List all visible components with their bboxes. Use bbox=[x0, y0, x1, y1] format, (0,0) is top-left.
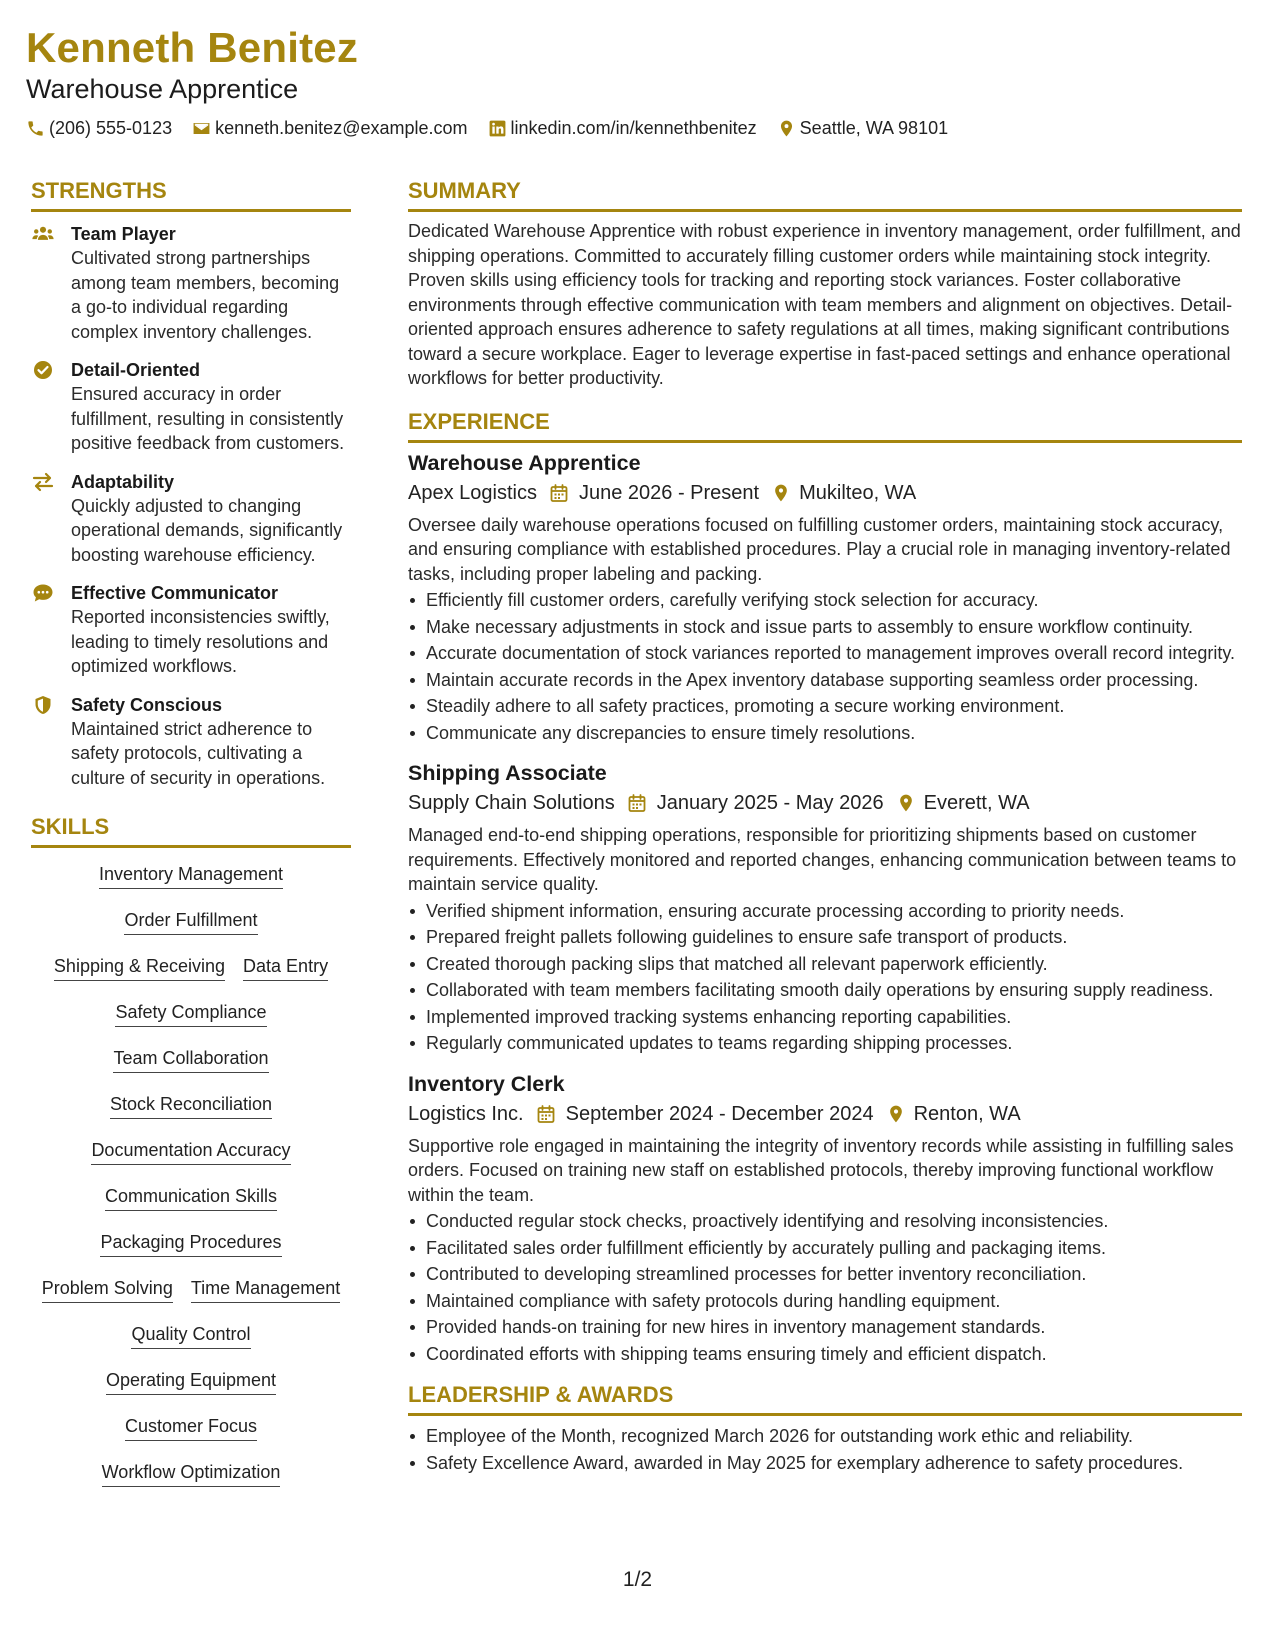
candidate-title: Warehouse Apprentice bbox=[26, 74, 299, 104]
job-description: Supportive role engaged in maintaining the integrity of inventory records while assisting in fulfilling sales orders. Focused on training new staff on established protocols, thereby improving functional workflow within the team. bbox=[408, 1135, 1234, 1205]
job-meta bbox=[408, 789, 1242, 817]
job-meta bbox=[408, 1100, 1242, 1128]
list-item: Safety Excellence Award, awarded in May 2025 for exemplary adherence to safety procedures. bbox=[408, 1451, 1242, 1476]
envelope-icon bbox=[192, 119, 211, 138]
skill-tag: Time Management bbox=[191, 1276, 340, 1303]
map-pin-icon bbox=[777, 119, 796, 138]
swap-arrows-icon bbox=[32, 472, 54, 492]
skill-tag: Data Entry bbox=[243, 954, 328, 981]
section-divider bbox=[408, 1413, 1242, 1416]
strength-desc: Maintained strict adherence to safety protocols, cultivating a culture of security in operations. bbox=[71, 718, 326, 788]
job-entry bbox=[408, 759, 1242, 1056]
skill-tag: Problem Solving bbox=[42, 1276, 173, 1303]
chat-bubble-icon bbox=[32, 583, 54, 603]
strength-item bbox=[31, 222, 351, 344]
job-entry bbox=[408, 449, 1242, 746]
job-location: Renton, WA bbox=[913, 1102, 1021, 1125]
section-divider bbox=[408, 209, 1242, 212]
list-item: Coordinated efforts with shipping teams ensuring timely and efficient dispatch. bbox=[408, 1342, 1242, 1367]
list-item: Efficiently fill customer orders, carefully verifying stock selection for accuracy. bbox=[408, 588, 1242, 613]
strength-title: Adaptability bbox=[71, 471, 175, 492]
job-bullets bbox=[408, 899, 1242, 1056]
strength-item bbox=[31, 693, 351, 791]
strength-item bbox=[31, 358, 351, 456]
job-dates: September 2024 - December 2024 bbox=[565, 1102, 874, 1125]
strength-item bbox=[31, 581, 351, 679]
skill-tag: Safety Compliance bbox=[115, 1000, 266, 1027]
summary-text: Dedicated Warehouse Apprentice with robust experience in inventory management, order fulfillment, and shipping operations. Committed to accurately filling customer orders while maintaining stock integrity. Proven skills using efficiency tools for tracking and reporting stock variances. Foster collaborative environments through effective communication with team members and alignment on objectives. Detail-oriented approach ensures adherence to safety regulations at all times, making significant contributions toward a secure workplace. Eager to leverage expertise in fast-paced settings and enhance operational workflows for better productivity. bbox=[408, 221, 1241, 388]
job-company: Logistics Inc. bbox=[408, 1102, 524, 1125]
job-company: Apex Logistics bbox=[408, 481, 537, 504]
list-item: Provided hands-on training for new hires in inventory management standards. bbox=[408, 1315, 1242, 1340]
contact-phone bbox=[26, 116, 172, 140]
users-icon bbox=[32, 224, 54, 244]
strength-desc: Reported inconsistencies swiftly, leading to timely resolutions and optimized workflows. bbox=[71, 607, 330, 676]
map-pin-icon bbox=[771, 483, 791, 503]
map-pin-icon bbox=[886, 1104, 906, 1124]
job-bullets bbox=[408, 1209, 1242, 1366]
skills-heading: SKILLS bbox=[31, 814, 110, 839]
skill-tag: Inventory Management bbox=[99, 862, 283, 889]
strengths-heading: STRENGTHS bbox=[31, 178, 167, 203]
list-item: Facilitated sales order fulfillment efficiently by accurately pulling and packaging items. bbox=[408, 1236, 1242, 1261]
strength-title: Effective Communicator bbox=[71, 583, 279, 603]
list-item: Contributed to developing streamlined processes for better inventory reconciliation. bbox=[408, 1262, 1242, 1287]
job-location: Everett, WA bbox=[923, 792, 1030, 814]
contact-linkedin bbox=[488, 116, 757, 140]
list-item: Conducted regular stock checks, proactively identifying and resolving inconsistencies. bbox=[408, 1209, 1242, 1234]
list-item: Prepared freight pallets following guidelines to ensure safe transport of products. bbox=[408, 925, 1242, 950]
shield-icon bbox=[32, 695, 54, 715]
skill-tag: Shipping & Receiving bbox=[54, 954, 225, 981]
awards-heading: LEADERSHIP & AWARDS bbox=[408, 1382, 674, 1407]
job-meta bbox=[408, 479, 1242, 507]
strength-desc: Quickly adjusted to changing operational demands, significantly boosting warehouse efficiency. bbox=[71, 495, 343, 565]
list-item: Collaborated with team members facilitating smooth daily operations by ensuring supply readiness. bbox=[408, 978, 1242, 1003]
list-item: Created thorough packing slips that matched all relevant paperwork efficiently. bbox=[408, 952, 1242, 977]
email-text: kenneth.benitez@example.com bbox=[215, 118, 468, 138]
list-item: Verified shipment information, ensuring accurate processing according to priority needs. bbox=[408, 899, 1242, 924]
job-dates: January 2025 - May 2026 bbox=[656, 792, 884, 814]
list-item: Employee of the Month, recognized March 2026 for outstanding work ethic and reliability. bbox=[408, 1424, 1242, 1449]
summary-heading: SUMMARY bbox=[408, 178, 521, 203]
list-item: Accurate documentation of stock variances reported to management improves overall record integrity. bbox=[408, 641, 1242, 666]
skill-tag: Workflow Optimization bbox=[102, 1460, 281, 1487]
right-column bbox=[408, 176, 1242, 1477]
skill-tag: Stock Reconciliation bbox=[110, 1092, 272, 1119]
strength-title: Detail-Oriented bbox=[71, 360, 201, 380]
skill-tag: Customer Focus bbox=[125, 1414, 257, 1441]
section-divider bbox=[31, 209, 351, 212]
calendar-icon bbox=[536, 1104, 556, 1124]
calendar-icon bbox=[627, 793, 647, 813]
skill-tag: Quality Control bbox=[131, 1322, 250, 1349]
strength-title: Team Player bbox=[71, 224, 176, 244]
job-company: Supply Chain Solutions bbox=[408, 792, 615, 814]
section-divider bbox=[408, 440, 1242, 443]
list-item: Make necessary adjustments in stock and issue parts to assembly to ensure workflow continuity. bbox=[408, 615, 1242, 640]
contact-bar bbox=[26, 116, 1246, 140]
strength-item bbox=[31, 470, 351, 568]
experience-heading: EXPERIENCE bbox=[408, 408, 550, 434]
phone-icon bbox=[26, 119, 45, 138]
job-title: Inventory Clerk bbox=[408, 1071, 565, 1096]
job-title: Shipping Associate bbox=[408, 761, 607, 785]
left-column bbox=[31, 176, 351, 1506]
skill-tag: Packaging Procedures bbox=[100, 1230, 281, 1257]
linkedin-text: linkedin.com/in/kennethbenitez bbox=[510, 118, 757, 138]
check-circle-icon bbox=[32, 360, 54, 380]
linkedin-icon bbox=[488, 119, 507, 138]
job-description: Oversee daily warehouse operations focused on fulfilling customer orders, maintaining stock accuracy, and ensuring compliance with established procedures. Play a crucial role in managing inventory-related tasks, including proper labeling and packing. bbox=[408, 514, 1231, 584]
skill-tag: Communication Skills bbox=[105, 1184, 277, 1211]
phone-text: (206) 555-0123 bbox=[49, 118, 173, 138]
contact-location bbox=[777, 116, 948, 140]
skill-tag: Documentation Accuracy bbox=[91, 1138, 290, 1165]
job-dates: June 2026 - Present bbox=[578, 481, 760, 504]
list-item: Steadily adhere to all safety practices, promoting a secure working environment. bbox=[408, 694, 1242, 719]
section-divider bbox=[31, 845, 351, 848]
location-text: Seattle, WA 98101 bbox=[799, 118, 949, 138]
job-description: Managed end-to-end shipping operations, responsible for prioritizing shipments based on customer requirements. Effectively monitored and reported changes, enhancing communication between teams to maintain service quality. bbox=[408, 825, 1237, 894]
list-item: Regularly communicated updates to teams regarding shipping processes. bbox=[408, 1031, 1242, 1056]
list-item: Communicate any discrepancies to ensure timely resolutions. bbox=[408, 721, 1242, 746]
candidate-name: Kenneth Benitez bbox=[26, 24, 359, 71]
job-title: Warehouse Apprentice bbox=[408, 450, 641, 475]
skill-tag: Operating Equipment bbox=[106, 1368, 276, 1395]
skills-list bbox=[31, 862, 351, 1506]
job-entry bbox=[408, 1070, 1242, 1367]
list-item: Maintained compliance with safety protocols during handling equipment. bbox=[408, 1289, 1242, 1314]
list-item: Maintain accurate records in the Apex inventory database supporting seamless order processing. bbox=[408, 668, 1242, 693]
strength-desc: Cultivated strong partnerships among team members, becoming a go-to individual regarding complex inventory challenges. bbox=[71, 248, 340, 342]
resume-header bbox=[26, 22, 1246, 140]
job-bullets bbox=[408, 588, 1242, 745]
job-location: Mukilteo, WA bbox=[799, 481, 917, 504]
skill-tag: Order Fulfillment bbox=[124, 908, 257, 935]
map-pin-icon bbox=[896, 793, 916, 813]
awards-list bbox=[408, 1424, 1242, 1475]
strength-title: Safety Conscious bbox=[71, 694, 223, 715]
skill-tag: Team Collaboration bbox=[113, 1046, 268, 1073]
list-item: Implemented improved tracking systems enhancing reporting capabilities. bbox=[408, 1005, 1242, 1030]
page-number: 1/2 bbox=[622, 1568, 653, 1591]
calendar-icon bbox=[549, 483, 569, 503]
contact-email bbox=[192, 116, 467, 140]
strength-desc: Ensured accuracy in order fulfillment, resulting in consistently positive feedback from customers. bbox=[71, 384, 345, 453]
